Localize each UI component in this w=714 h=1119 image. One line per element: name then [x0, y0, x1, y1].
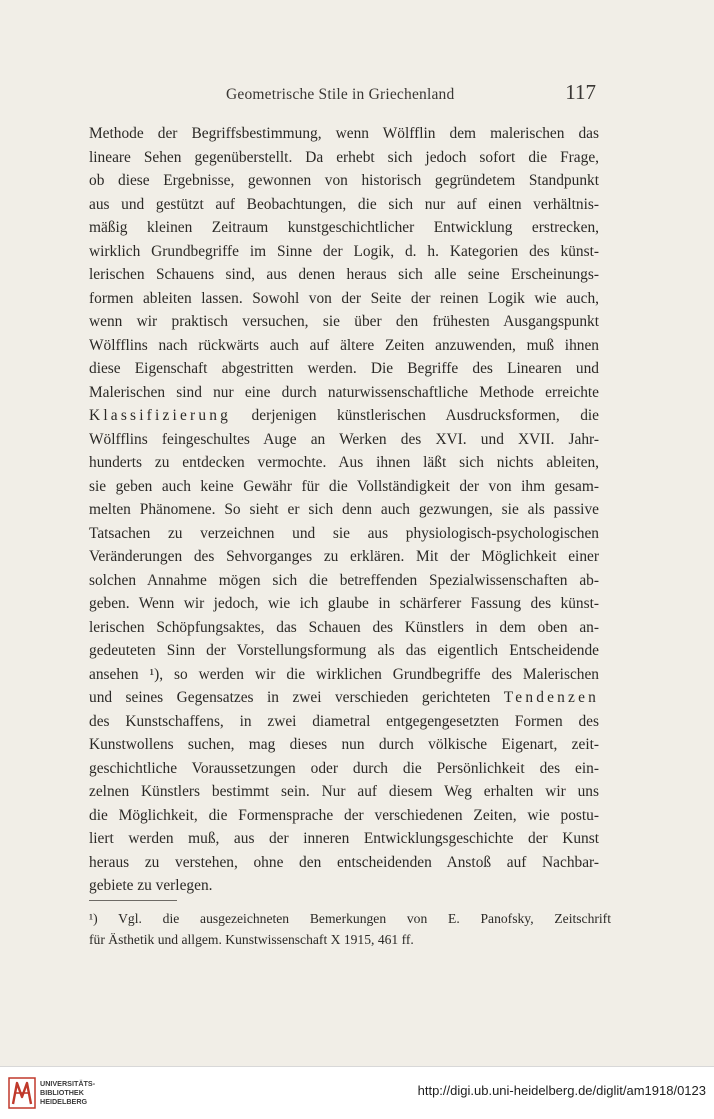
library-name	[40, 1079, 95, 1106]
footnote	[89, 908, 611, 950]
text-line: Kunstwollens suchen, mag dieses nun durch völkische Eigenart, zeit-	[89, 736, 599, 753]
text-line: des Kunstschaffens, in zwei diametral entgegengesetzten Formen des	[89, 712, 599, 730]
text-segment: derjenigen künstlerischen Ausdrucksformen, die	[231, 407, 599, 424]
text-line: geschichtliche Voraussetzungen oder durch die Persönlichkeit des ein-	[89, 759, 599, 777]
text-line: liert werden muß, aus der inneren Entwicklungsgeschichte der Kunst	[89, 830, 599, 847]
text-line	[89, 404, 599, 428]
page-header	[88, 80, 598, 106]
library-name-line: BIBLIOTHEK	[40, 1088, 84, 1097]
library-logo-icon	[8, 1077, 36, 1109]
running-title: Geometrische Stile in Griechenland	[226, 86, 455, 103]
text-line: zelnen Künstlers bestimmt sein. Nur auf diesem Weg erhalten wir uns	[89, 783, 599, 800]
text-line: ansehen ¹), so werden wir die wirklichen Grundbegriffe des Malerischen	[89, 665, 599, 683]
text-line: die Möglichkeit, die Formensprache der verschiedenen Zeiten, wie postu-	[89, 806, 599, 824]
text-line: lerischen Schöpfungsaktes, das Schauen des Künstlers in dem oben an-	[89, 618, 599, 636]
text-line: sie geben auch keine Gewähr für die Vollständigkeit der von ihm gesam-	[89, 477, 599, 495]
text-line: mäßig kleinen Zeitraum kunstgeschichtlicher Entwicklung erstrecken,	[89, 219, 599, 236]
text-line: diese Eigenschaft abgestritten werden. Die Begriffe des Linearen und	[89, 360, 599, 377]
text-line: Methode der Begriffsbestimmung, wenn Wölfflin dem malerischen das	[89, 125, 599, 142]
text-line: Malerischen sind nur eine durch naturwissenschaftliche Methode erreichte	[89, 383, 599, 401]
text-line: lerischen Schauens sind, aus denen heraus sich alle seine Erscheinungs-	[89, 266, 599, 283]
text-line: gebiete zu verlegen.	[89, 877, 213, 894]
text-line: Veränderungen des Sehvorganges zu erklären. Mit der Möglichkeit einer	[89, 548, 599, 565]
text-segment: und seines Gegensatzes in zwei verschieden gerichteten	[89, 689, 504, 706]
spaced-emphasis: Tendenzen	[503, 689, 599, 706]
footnote-line: ¹) Vgl. die ausgezeichneten Bemerkungen von E. Panofsky, Zeitschrift	[89, 911, 611, 926]
text-line: formen ableiten lassen. Sowohl von der Seite der reinen Logik wie auch,	[89, 289, 599, 307]
text-line	[89, 686, 599, 710]
text-line: Wölfflins nach rückwärts auch auf ältere Zeiten anzuwenden, muß ihnen	[89, 336, 599, 354]
library-name-line: UNIVERSITÄTS-	[40, 1079, 96, 1088]
library-name-line: HEIDELBERG	[40, 1097, 88, 1106]
text-line: wirklich Grundbegriffe im Sinne der Logik, d. h. Kategorien des künst-	[89, 242, 599, 260]
text-line: lineare Sehen gegenüberstellt. Da erhebt sich jedoch sofort die Frage,	[89, 148, 599, 166]
spaced-emphasis: Klassifizierung	[89, 407, 232, 424]
text-line: Tatsachen zu verzeichnen und sie aus physiologisch-psychologischen	[89, 524, 599, 542]
digitization-footer	[0, 1066, 714, 1119]
text-line: gedeuteten Sinn der Vorstellungsformung als das eigentlich Entscheidende	[89, 642, 599, 659]
source-url-link[interactable]: http://digi.ub.uni-heidelberg.de/diglit/am1918/0123	[417, 1083, 706, 1098]
text-line: Wölfflins feingeschultes Auge an Werken des XVI. und XVII. Jahr-	[89, 430, 599, 448]
text-line: solchen Annahme mögen sich die betreffenden Spezialwissenschaften ab-	[89, 571, 599, 589]
text-line: heraus zu verstehen, ohne den entscheidenden Anstoß auf Nachbar-	[89, 853, 599, 871]
text-line: melten Phänomene. So sieht er sich denn auch gezwungen, sie als passive	[89, 501, 599, 518]
body-text	[89, 122, 599, 898]
footnote-line: für Ästhetik und allgem. Kunstwissenschaft X 1915, 461 ff.	[89, 932, 414, 947]
text-line: hunderts zu entdecken vermochte. Aus ihnen läßt sich nichts ableiten,	[89, 454, 599, 471]
text-line: aus und gestützt auf Beobachtungen, die sich nur auf einen verhältnis-	[89, 195, 599, 213]
footnote-divider	[89, 900, 177, 901]
text-line: geben. Wenn wir jedoch, wie ich glaube in schärferer Fassung des künst-	[89, 595, 599, 612]
text-line: wenn wir praktisch versuchen, sie über den frühesten Ausgangspunkt	[89, 313, 599, 330]
page-number: 117	[565, 80, 596, 104]
text-line: ob diese Ergebnisse, gewonnen von historisch gegründetem Standpunkt	[89, 172, 599, 189]
